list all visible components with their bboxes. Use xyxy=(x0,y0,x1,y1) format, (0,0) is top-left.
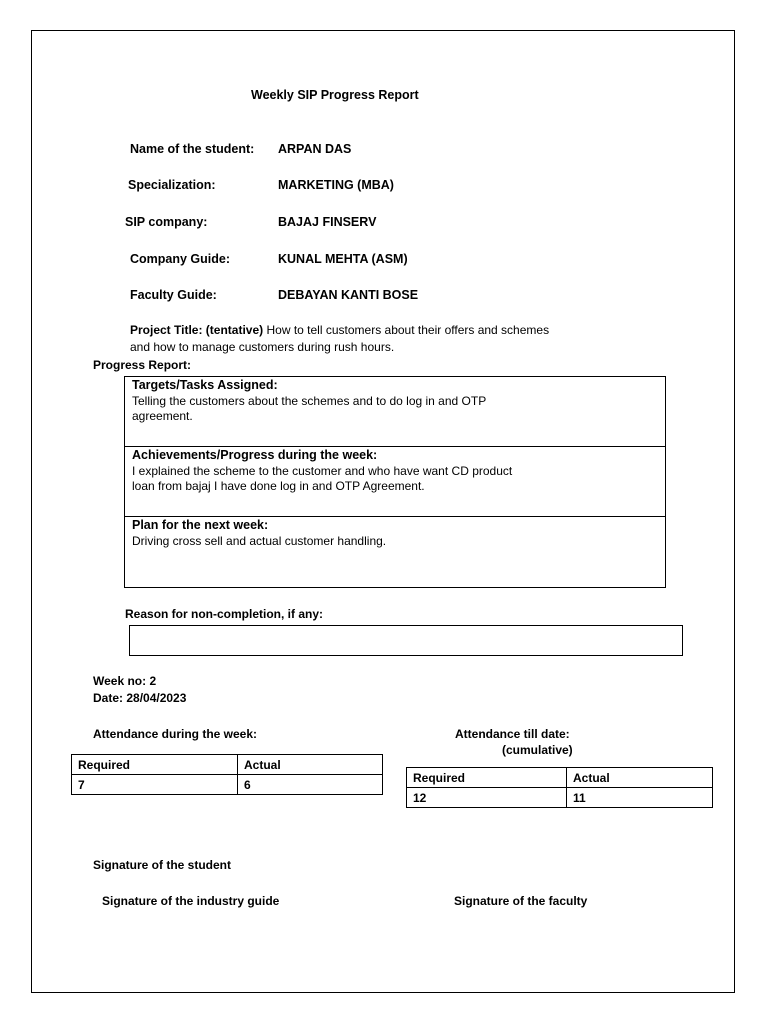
faculty-guide-value: DEBAYAN KANTI BOSE xyxy=(278,288,419,302)
plan-heading: Plan for the next week: xyxy=(132,518,269,532)
header-actual: Actual xyxy=(238,755,383,775)
project-title-label: Project Title: (tentative) xyxy=(130,323,264,337)
company-guide-label: Company Guide: xyxy=(130,252,231,266)
industry-guide-signature-label: Signature of the industry guide xyxy=(102,894,280,908)
achievements-text: I explained the scheme to the customer and who have want CD product loan from bajaj I have done log in and OTP Agreement. xyxy=(132,463,513,493)
attendance-week-title: Attendance during the week: xyxy=(93,727,258,741)
report-date: Date: 28/04/2023 xyxy=(93,691,187,705)
faculty-signature-label: Signature of the faculty xyxy=(454,894,588,908)
header-required: Required xyxy=(407,768,567,788)
student-signature-label: Signature of the student xyxy=(93,858,231,872)
actual-value: 11 xyxy=(567,788,713,808)
table-row xyxy=(407,788,713,808)
specialization-label: Specialization: xyxy=(128,178,216,192)
achievements-section xyxy=(125,447,665,517)
required-value: 7 xyxy=(72,775,238,795)
table-row xyxy=(72,755,383,775)
reason-label: Reason for non-completion, if any: xyxy=(125,607,324,621)
targets-heading: Targets/Tasks Assigned: xyxy=(132,378,278,392)
required-value: 12 xyxy=(407,788,567,808)
report-title: Weekly SIP Progress Report xyxy=(251,88,419,102)
actual-value: 6 xyxy=(238,775,383,795)
targets-text: Telling the customers about the schemes and to do log in and OTP agreement. xyxy=(132,393,487,423)
project-title xyxy=(130,323,549,337)
attendance-cumulative-title: Attendance till date: xyxy=(455,727,570,741)
achievements-heading: Achievements/Progress during the week: xyxy=(132,448,378,462)
progress-report-table xyxy=(124,376,666,588)
student-name-label: Name of the student: xyxy=(130,142,255,156)
project-title-line2: and how to manage customers during rush hours. xyxy=(130,340,395,354)
specialization-value: MARKETING (MBA) xyxy=(278,178,394,192)
plan-section xyxy=(125,517,665,587)
header-required: Required xyxy=(72,755,238,775)
week-number: Week no: 2 xyxy=(93,674,157,688)
plan-text: Driving cross sell and actual customer handling. xyxy=(132,533,387,548)
table-row xyxy=(407,768,713,788)
table-row xyxy=(72,775,383,795)
attendance-cumulative-subtitle: (cumulative) xyxy=(502,743,573,757)
attendance-cumulative-table xyxy=(406,767,713,808)
attendance-week-table xyxy=(71,754,383,795)
faculty-guide-label: Faculty Guide: xyxy=(130,288,217,302)
sip-company-value: BAJAJ FINSERV xyxy=(278,215,377,229)
student-name-value: ARPAN DAS xyxy=(278,142,352,156)
reason-field xyxy=(129,625,683,656)
company-guide-value: KUNAL MEHTA (ASM) xyxy=(278,252,408,266)
progress-report-heading: Progress Report: xyxy=(93,358,192,372)
header-actual: Actual xyxy=(567,768,713,788)
sip-company-label: SIP company: xyxy=(125,215,208,229)
project-title-line1: How to tell customers about their offers and schemes xyxy=(266,323,550,337)
targets-section xyxy=(125,377,665,447)
